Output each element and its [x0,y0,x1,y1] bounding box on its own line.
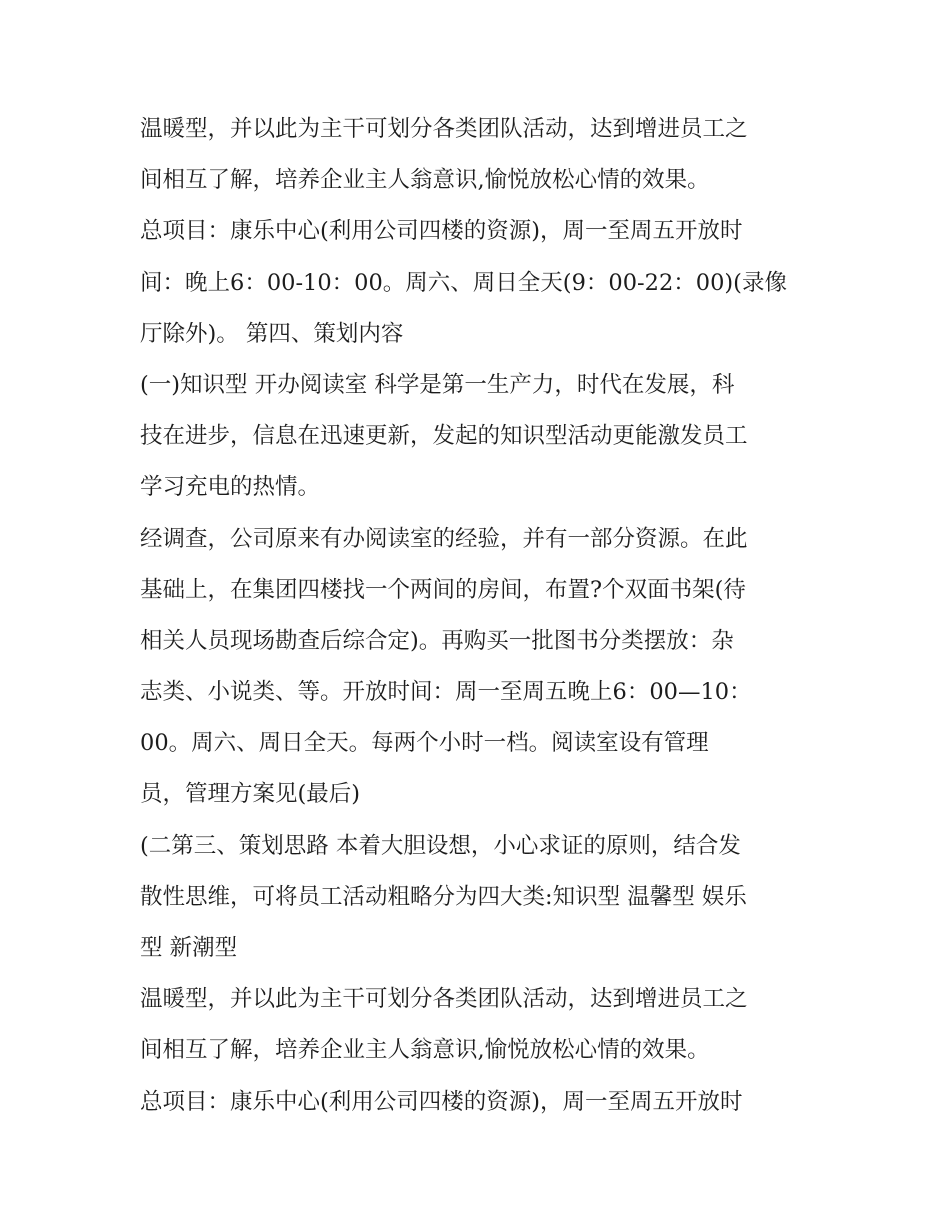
text-line: 经调查，公司原来有办阅读室的经验，并有一部分资源。在此 [140,525,748,552]
text-line: 散性思维，可将员工活动粗略分为四大类:知识型 温馨型 娱乐 [140,883,747,910]
text-line: 间相互了解，培养企业主人翁意识,愉悦放松心情的效果。 [140,167,710,194]
text-line: (一)知识型 开办阅读室 科学是第一生产力，时代在发展，科 [140,371,735,398]
text-line: 基础上，在集团四楼找一个两间的房间，布置?个双面书架(待 [140,576,746,603]
text-line: 员，管理方案见(最后) [140,781,361,808]
text-line: 温暖型，并以此为主干可划分各类团队活动，达到增进员工之 [140,986,748,1013]
text-line: 间相互了解，培养企业主人翁意识,愉悦放松心情的效果。 [140,1037,710,1064]
text-line: 型 新潮型 [140,935,238,961]
text-line: 相关人员现场勘查后综合定)。再购买一批图书分类摆放：杂 [140,627,734,654]
text-line: 学习充电的热情。 [140,474,321,501]
text-line: 间：晚上6：00-10：00。周六、周日全天(9：00-22：00)(录像 [140,269,787,296]
text-line: 技在进步，信息在迅速更新，发起的知识型活动更能激发员工 [140,423,748,450]
text-line: 厅除外)。 第四、策划内容 [140,320,404,347]
text-line: 00。周六、周日全天。每两个小时一档。阅读室设有管理 [140,730,709,757]
text-line: (二第三、策划思路 本着大胆设想，小心求证的原则，结合发 [140,832,741,859]
text-line: 总项目：康乐中心(利用公司四楼的资源)，周一至周五开放时 [140,218,743,245]
text-line: 总项目：康乐中心(利用公司四楼的资源)，周一至周五开放时 [140,1088,743,1115]
text-line: 温暖型，并以此为主干可划分各类团队活动，达到增进员工之 [140,116,748,142]
document-body [140,104,820,1128]
text-line: 志类、小说类、等。开放时间：周一至周五晚上6：00—10： [140,679,752,706]
